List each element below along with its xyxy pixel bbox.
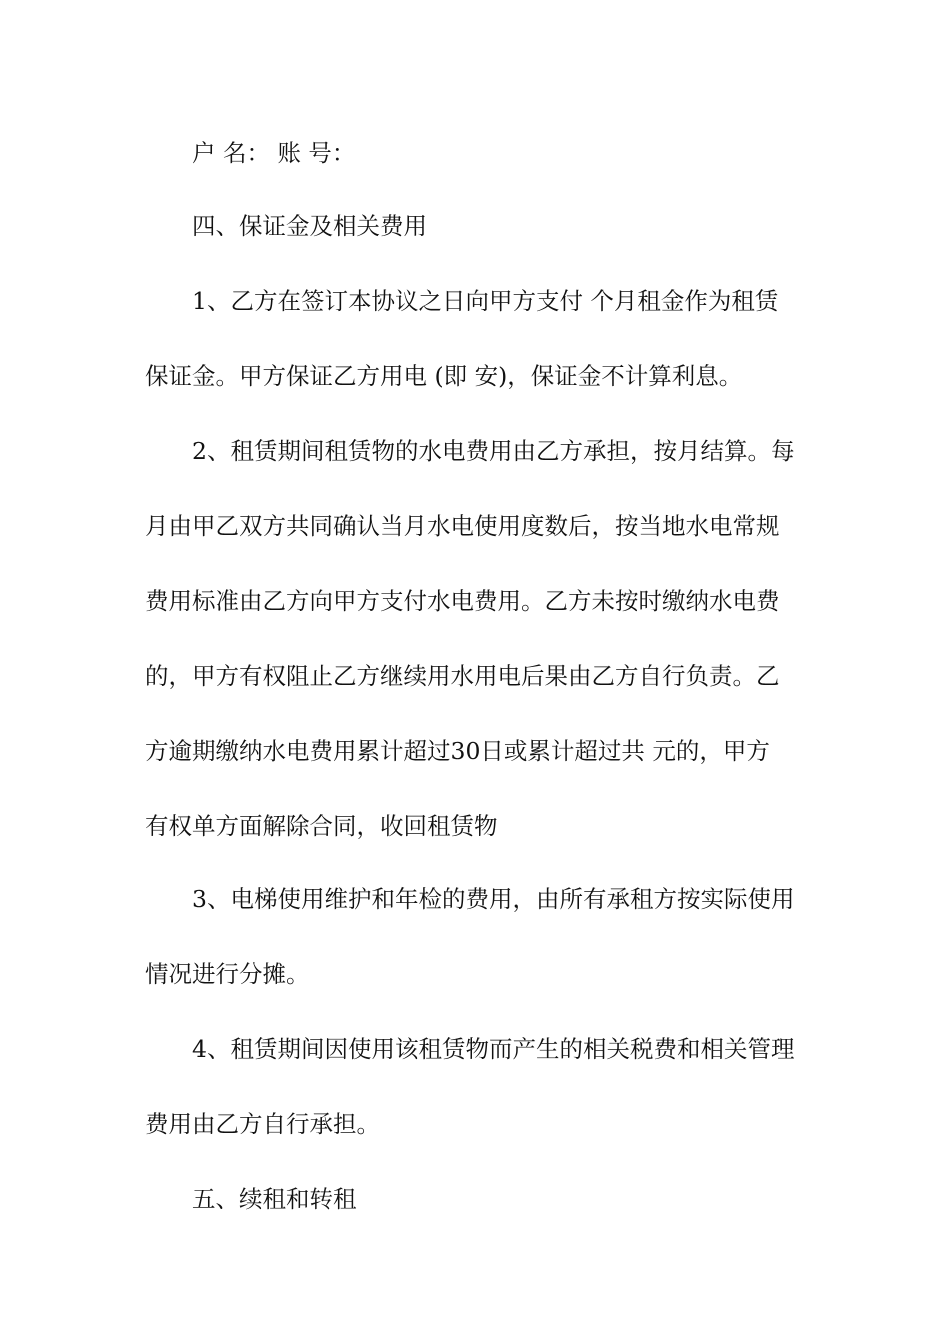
clause-2-line-3: 费用标准由乙方向甲方支付水电费用。乙方未按时缴纳水电费: [145, 587, 780, 615]
clause-2-line-4: 的，甲方有权阻止乙方继续用水用电后果由乙方自行负责。乙: [145, 662, 780, 690]
clause-4-line-1: 4、租赁期间因使用该租赁物而产生的相关税费和相关管理: [192, 1035, 795, 1063]
clause-2-line-6: 有权单方面解除合同，收回租赁物: [145, 812, 498, 840]
clause-1-line-2: 保证金。甲方保证乙方用电 (即 安)，保证金不计算利息。: [145, 362, 743, 390]
section-heading-deposit: 四、保证金及相关费用: [192, 212, 427, 240]
clause-4-line-2: 费用由乙方自行承担。: [145, 1110, 380, 1138]
clause-3-line-1: 3、电梯使用维护和年检的费用，由所有承租方按实际使用: [192, 885, 795, 913]
clause-3-line-2: 情况进行分摊。: [145, 960, 310, 988]
clause-2-line-5: 方逾期缴纳水电费用累计超过30日或累计超过共 元的，甲方: [145, 737, 770, 765]
clause-2-line-2: 月由甲乙双方共同确认当月水电使用度数后，按当地水电常规: [145, 512, 780, 540]
account-info-line: 户 名： 账 号：: [192, 139, 356, 167]
section-heading-renewal: 五、续租和转租: [192, 1185, 357, 1213]
clause-1-line-1: 1、乙方在签订本协议之日向甲方支付 个月租金作为租赁: [192, 287, 779, 315]
clause-2-line-1: 2、租赁期间租赁物的水电费用由乙方承担，按月结算。每: [192, 437, 795, 465]
